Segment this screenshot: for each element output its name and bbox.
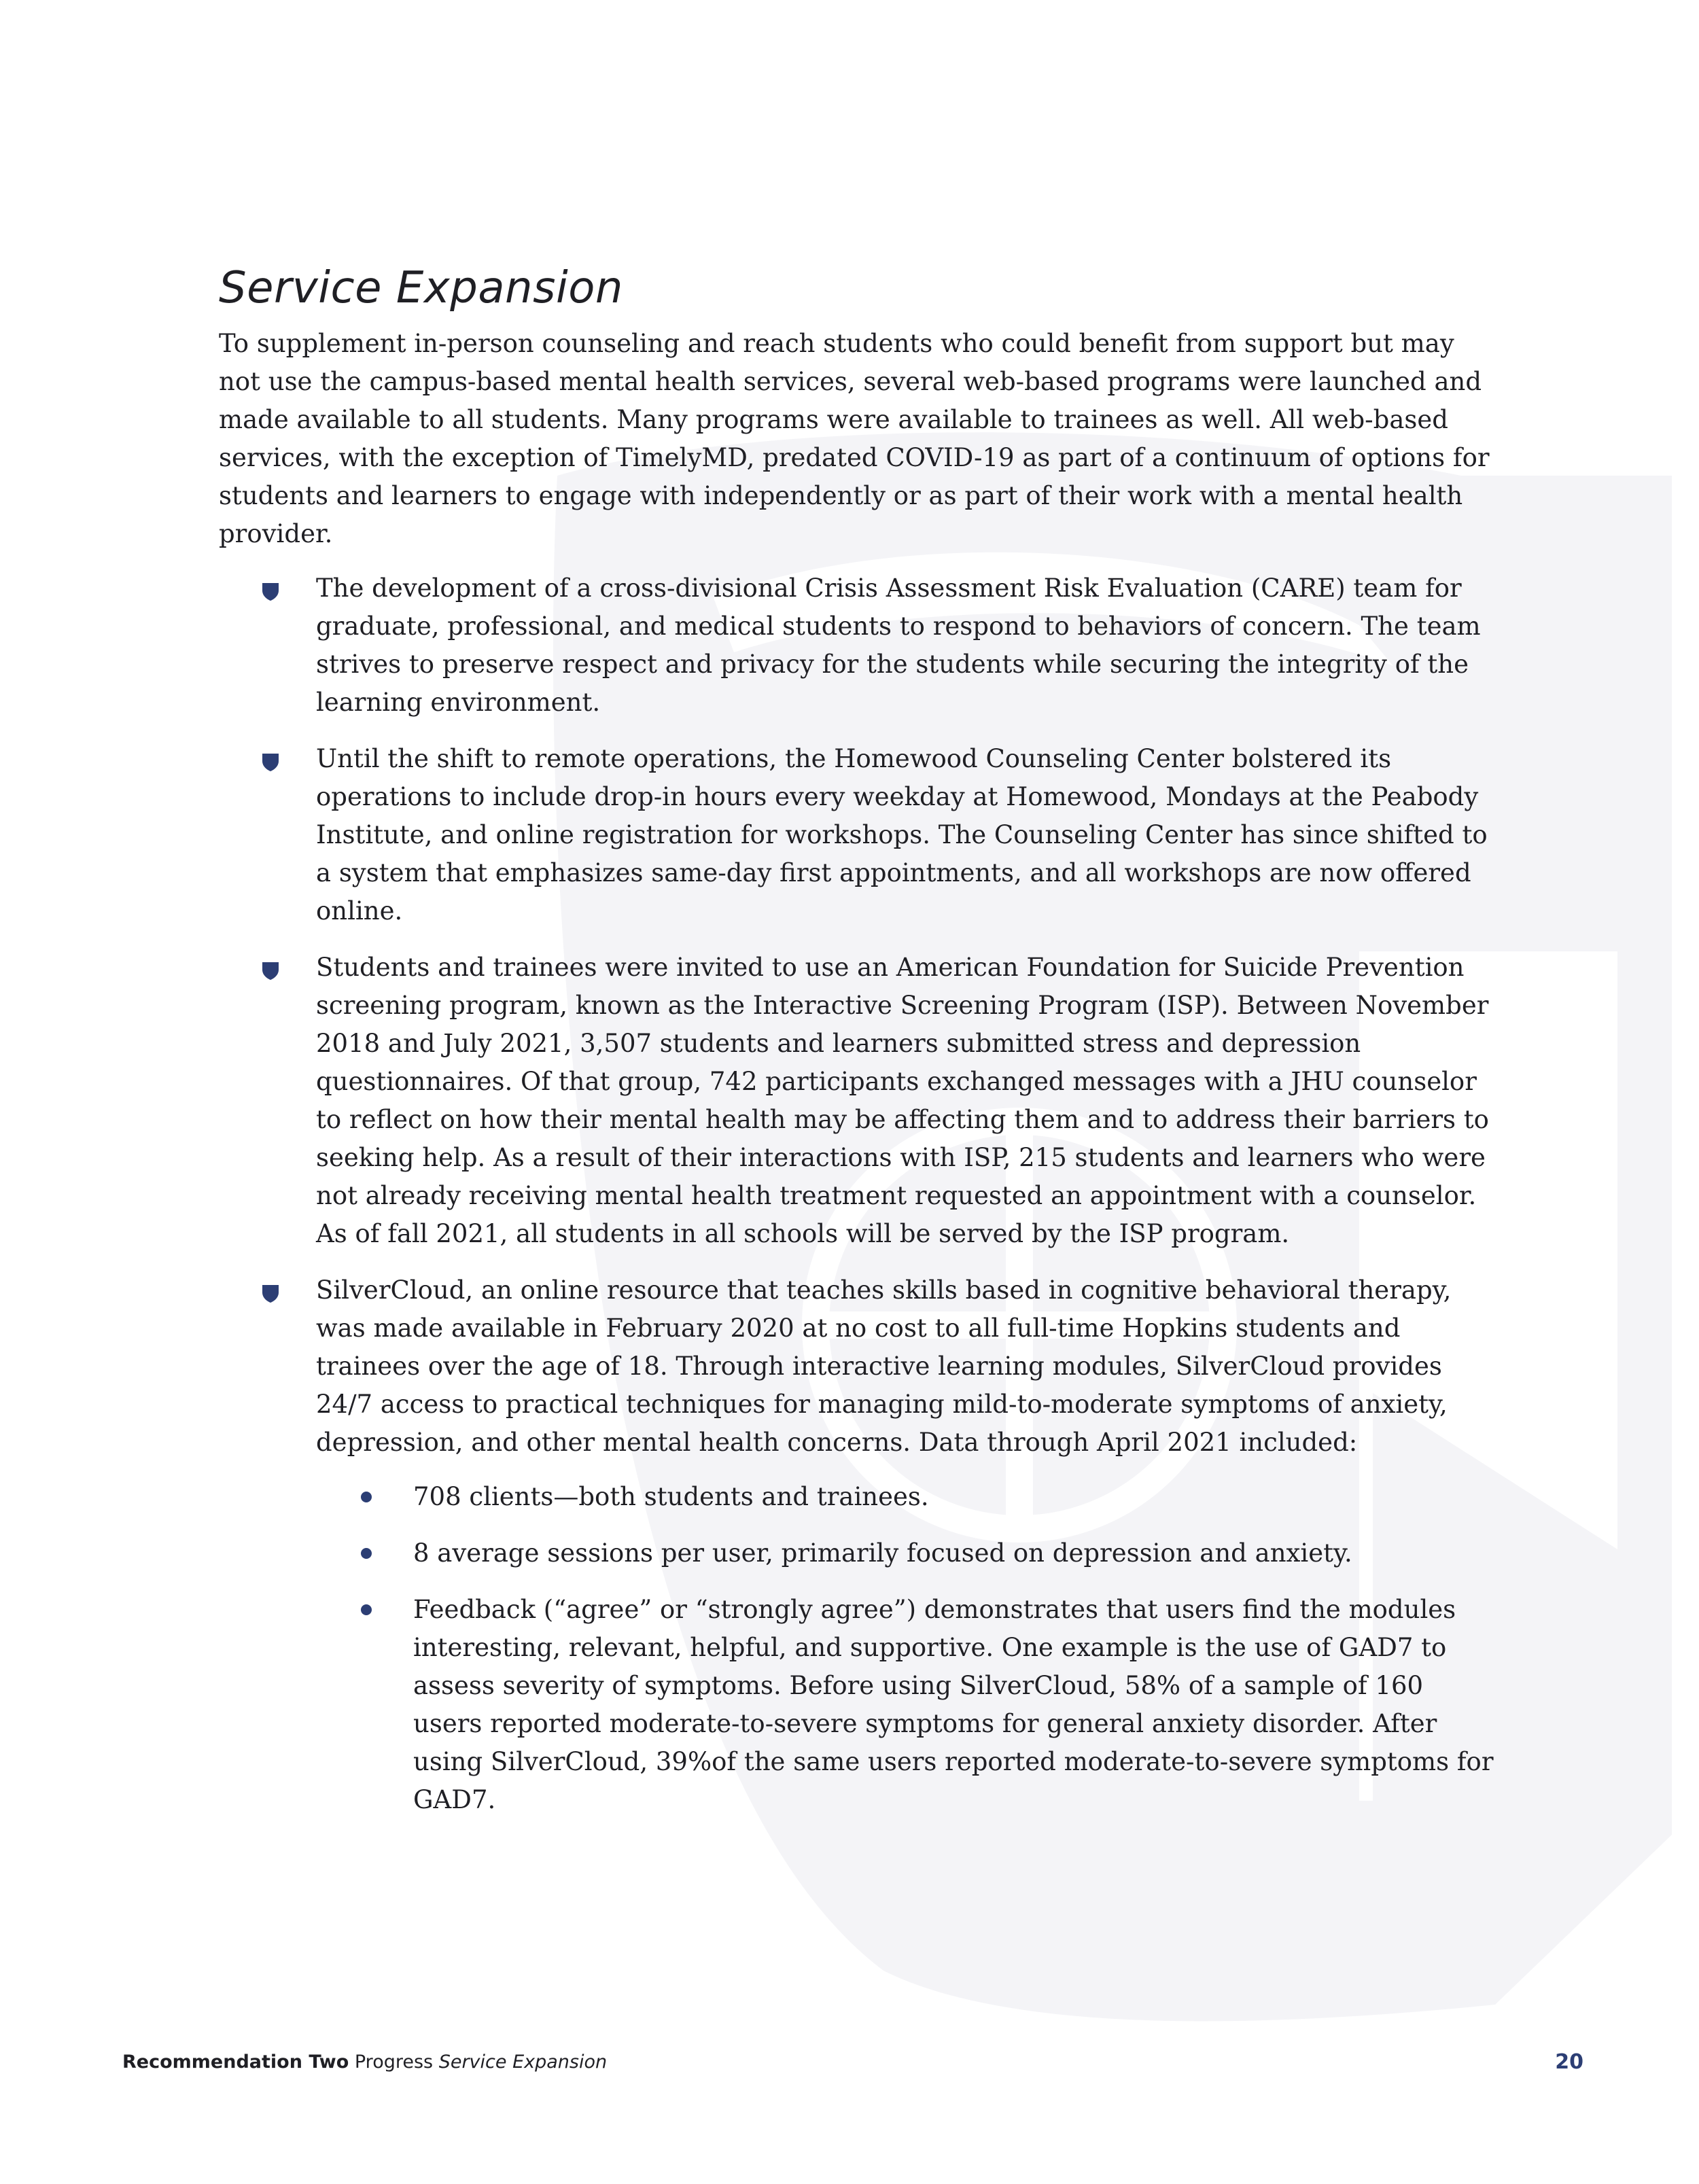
footer-recommendation: Recommendation Two <box>122 2051 349 2073</box>
footer-section: Service Expansion <box>438 2051 608 2073</box>
list-item <box>316 569 1496 722</box>
shield-bullet-icon <box>262 962 279 981</box>
bullet-list <box>219 569 1496 1819</box>
bullet-text: The development of a cross-divisional Crisis Assessment Risk Evaluation (CARE) team for graduate, professional, and medical students to respond to behaviors of concern. The team strives to preserve respect and privacy for the students while securing the integrity of the learning environment. <box>316 574 1481 717</box>
sub-list-item <box>413 1591 1496 1819</box>
sub-bullet-text: 8 average sessions per user, primarily focused on depression and anxiety. <box>413 1538 1352 1568</box>
main-content <box>219 258 1496 1837</box>
dot-bullet-icon <box>361 1604 372 1615</box>
bullet-text: Until the shift to remote operations, the Homewood Counseling Center bolstered its operations to include drop-in hours every weekday at Homewood, Mondays at the Peabody Institute, and online registration for workshops. The Counseling Center has since shifted to a system that emphasizes same-day first appointments, and all workshops are now offered online. <box>316 744 1488 926</box>
shield-bullet-icon <box>262 582 279 601</box>
page-footer <box>122 2045 1583 2079</box>
intro-paragraph: To supplement in-person counseling and reach students who could benefit from support but may not use the campus-based mental health services, several web-based programs were launched and made available to all students. Many programs were available to trainees as well. All web-based services, with the exception of TimelyMD, predated COVID-19 as part of a continuum of options for students and learners to engage with independently or as part of their work with a mental health provider. <box>219 329 1490 548</box>
shield-bullet-icon <box>262 753 279 772</box>
sub-bullet-list <box>316 1478 1496 1819</box>
list-item <box>316 1271 1496 1819</box>
bullet-text: SilverCloud, an online resource that teaches skills based in cognitive behavioral therapy, was made available in February 2020 at no cost to all full-time Hopkins students and trainees over the age of 18. Through interactive learning modules, SilverCloud provides 24/7 access to practical techniques for managing mild-to-moderate symptoms of anxiety, depression, and other mental health concerns. Data through April 2021 included: <box>316 1275 1452 1457</box>
list-item <box>316 740 1496 930</box>
bullet-text: Students and trainees were invited to use an American Foundation for Suicide Prevention screening program, known as the Interactive Screening Program (ISP). Between November 2018 and July 2021, 3,507 students and learners submitted stress and depression questionnaires. Of that group, 742 participants exchanged messages with a JHU counselor to reflect on how their mental health may be affecting them and to address their barriers to seeking help. As a result of their interactions with ISP, 215 students and learners who were not already receiving mental health treatment requested an appointment with a counselor. As of fall 2021, all students in all schools will be served by the ISP program. <box>316 953 1489 1248</box>
page-number: 20 <box>1555 2050 1583 2074</box>
sub-bullet-text: Feedback (“agree” or “strongly agree”) demonstrates that users find the modules interesting, relevant, helpful, and supportive. One example is the use of GAD7 to assess severity of symptoms. Before using SilverCloud, 58% of a sample of 160 users reported moderate-to-severe symptoms for general anxiety disorder. After using SilverCloud, 39%of the same users reported moderate-to-severe symptoms for GAD7. <box>413 1595 1494 1814</box>
sub-bullet-text: 708 clients—both students and trainees. <box>413 1482 929 1511</box>
footer-progress: Progress <box>354 2051 434 2073</box>
sub-list-item <box>413 1478 1496 1516</box>
list-item <box>316 949 1496 1253</box>
section-title: Service Expansion <box>219 263 623 313</box>
dot-bullet-icon <box>361 1492 372 1502</box>
dot-bullet-icon <box>361 1548 372 1559</box>
shield-bullet-icon <box>262 1284 279 1303</box>
sub-list-item <box>413 1534 1496 1572</box>
